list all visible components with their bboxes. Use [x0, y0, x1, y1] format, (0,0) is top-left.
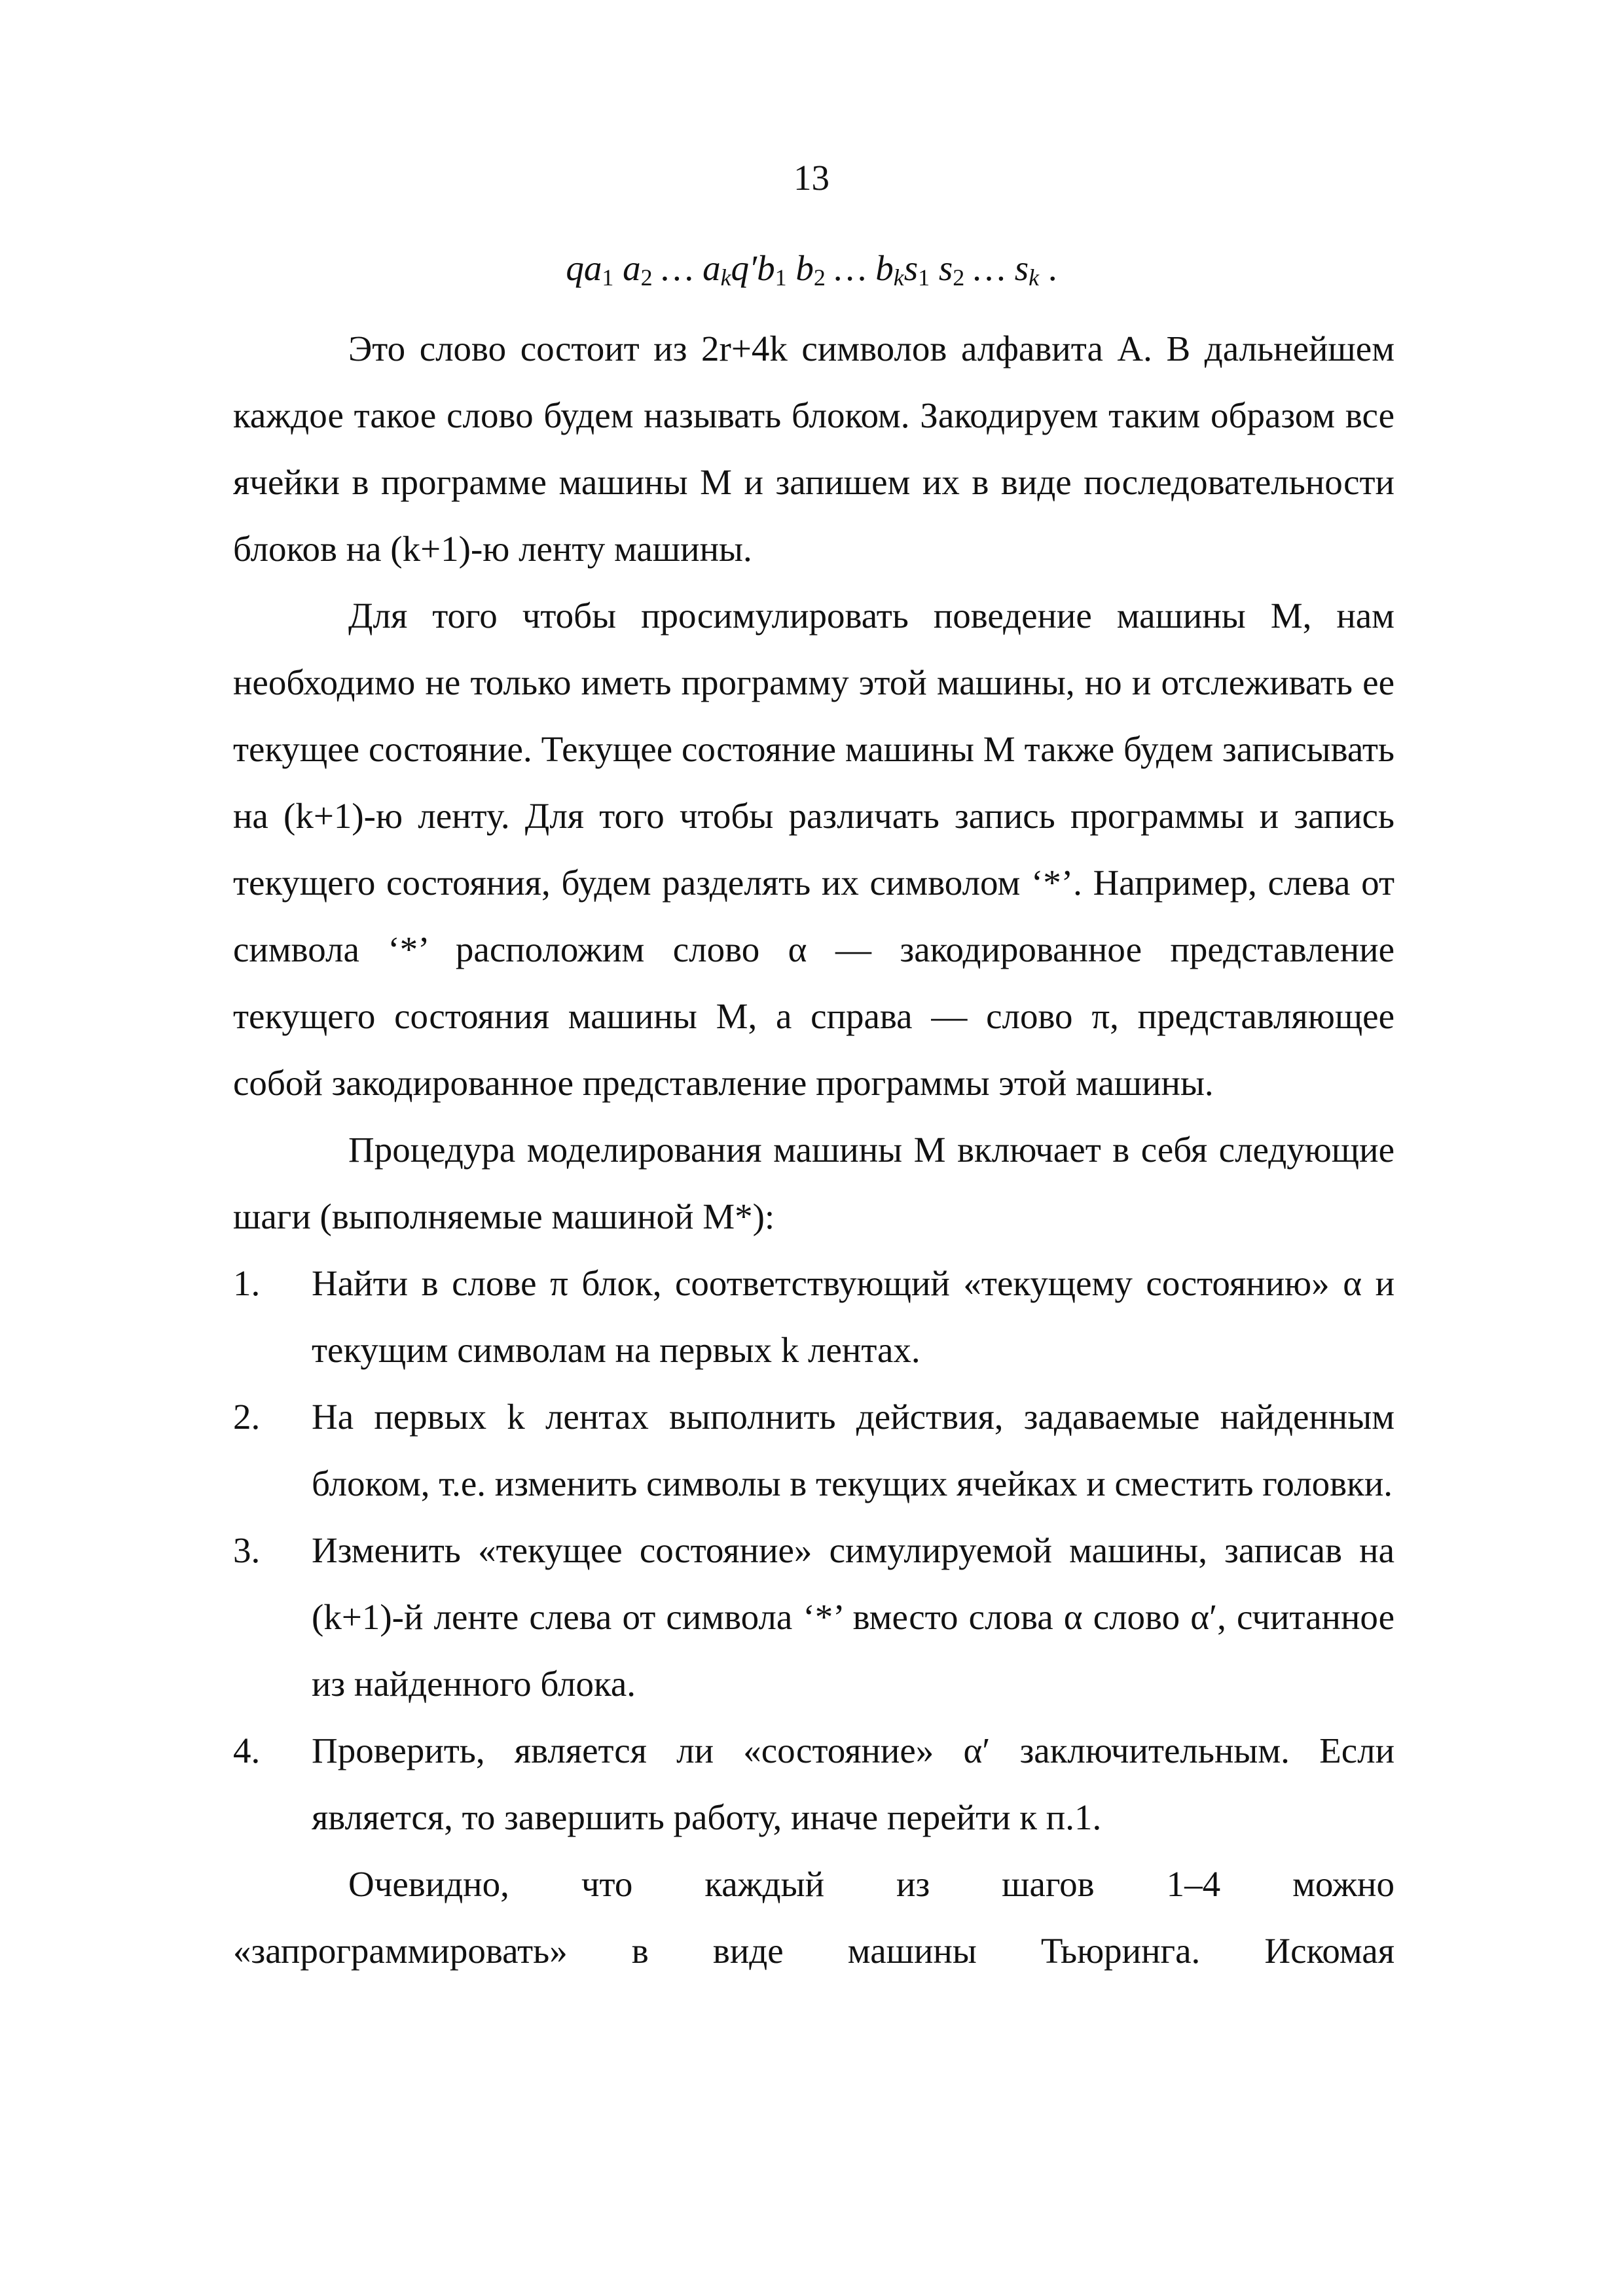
paragraph-procedure: Процедура моделирования машины M включает в себя следующие шаги (выполняемые машиной M*): [233, 1130, 1395, 1236]
list-item-text: На первых k лентах выполнить действия, задаваемые найденным блоком, т.е. изменить символы в текущих ячейках и сместить головки. [312, 1397, 1395, 1503]
page-number: 13 [793, 158, 830, 198]
paragraph-current-state: Для того чтобы просимулировать поведение машины M, нам необходимо не только иметь программу этой машины, но и отслеживать ее текущее состояние. Текущее состояние машины M также будем записывать на (k+1)-ю ленту. Для того чтобы различать запись программы и запись текущего состояния, будем разделять их символом ‘*’. Например, слева от символа ‘*’ расположим слово α — закодированное представление текущего состояния машины M, а справа — слово π, представляющее собой закодированное представление программы этой машины. [233, 596, 1395, 1103]
body-text [233, 315, 1395, 1984]
list-item [233, 1717, 1395, 1851]
paragraph-block-definition: Это слово состоит из 2r+4k символов алфавита A. В дальнейшем каждое такое слово будем называть блоком. Закодируем таким образом все ячейки в программе машины M и запишем их в виде последовательности блоков на (k+1)-ю ленту машины. [233, 329, 1395, 569]
list-item [233, 1250, 1395, 1384]
steps-list [233, 1250, 1395, 1851]
list-item-number: 3. [233, 1530, 261, 1570]
list-item [233, 1517, 1395, 1717]
paragraph-conclusion-line2: «запрограммировать» в виде машины Тьюринга. Искомая [233, 1931, 1395, 1971]
list-item-number: 1. [233, 1263, 261, 1303]
list-item-text: Найти в слове π блок, соответствующий «текущему состоянию» α и текущим символам на первых k лентах. [312, 1263, 1395, 1370]
list-item-number: 4. [233, 1731, 261, 1770]
paragraph-conclusion-line1: Очевидно, что каждый из шагов 1–4 можно [348, 1864, 1395, 1904]
block-formula: $qa_1$ $a_2$ … $a_kq'b_1$ $b_2$ … $b_ks_1$ $s_2$ … $s_k$ . [566, 248, 1057, 291]
list-item-number: 2. [233, 1397, 261, 1437]
list-item [233, 1384, 1395, 1517]
list-item-text: Изменить «текущее состояние» симулируемой машины, записав на (k+1)-й ленте слева от символа ‘*’ вместо слова α слово α′, считанное из найденного блока. [312, 1530, 1395, 1704]
list-item-text: Проверить, является ли «состояние» α′ заключительным. Если является, то завершить работу, иначе перейти к п.1. [312, 1731, 1395, 1837]
